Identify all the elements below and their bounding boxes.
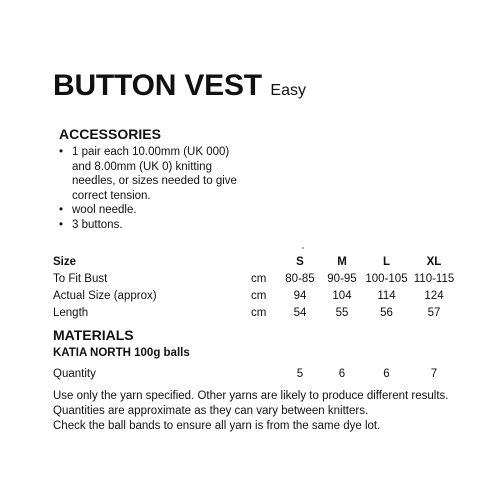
cell-m: 104 (332, 289, 352, 302)
cell-l: 114 (377, 289, 396, 302)
accessories-heading: ACCESSORIES (59, 126, 161, 142)
size-row-actual (53, 287, 458, 304)
cell-s: 54 (293, 306, 307, 319)
row-unit: cm (251, 306, 267, 319)
note-line: Quantities are approximate as they can vary between knitters. (53, 405, 369, 417)
cell-s: 94 (293, 289, 307, 302)
size-table (53, 253, 458, 321)
note-line: Check the ball bands to ensure all yarn is from the same dye lot. (53, 420, 381, 432)
size-header-label: Size (53, 255, 77, 268)
yarn-name: KATIA NORTH 100g balls (53, 347, 190, 359)
size-header-row (53, 253, 458, 270)
cell-s: 80-85 (285, 272, 315, 285)
row-label: Length (53, 306, 89, 319)
pattern-title (53, 71, 306, 101)
size-row-bust (53, 270, 458, 287)
accessory-item-buttons: • 3 buttons. (59, 218, 249, 233)
difficulty-level: Easy (270, 82, 306, 99)
quantity-l: 6 (383, 368, 390, 380)
scan-speck (302, 247, 304, 249)
size-header-s: S (296, 255, 304, 268)
materials-heading: MATERIALS (53, 327, 134, 343)
quantity-row (53, 365, 458, 383)
accessory-item-wool-needle: • wool needle. (59, 203, 249, 218)
row-unit: cm (251, 272, 267, 285)
cell-m: 90-95 (327, 272, 357, 285)
cell-m: 55 (335, 306, 349, 319)
quantity-xl: 7 (430, 368, 438, 380)
cell-xl: 124 (424, 289, 444, 302)
row-unit: cm (251, 289, 267, 302)
yarn-notes (53, 389, 473, 434)
quantity-label: Quantity (53, 368, 96, 380)
cell-xl: 110-115 (413, 272, 455, 285)
row-label: Actual Size (approx) (53, 289, 157, 302)
quantity-table (53, 365, 458, 383)
accessory-item-needles: • 1 pair each 10.00mm (UK 000) and 8.00mm (UK 0) knitting needles, or sizes needed to give correct tension. (59, 145, 249, 203)
size-header-l: L (382, 255, 391, 268)
size-row-length (53, 304, 458, 321)
size-header-unit (251, 253, 279, 270)
size-header-m: M (337, 255, 347, 268)
row-label: To Fit Bust (53, 272, 108, 285)
cell-l: 56 (380, 306, 393, 319)
quantity-m: 6 (338, 368, 346, 380)
cell-xl: 57 (427, 306, 441, 319)
quantity-s: 5 (296, 368, 304, 380)
cell-l: 100-105 (365, 272, 408, 285)
size-header-xl: XL (426, 255, 442, 268)
accessories-list (59, 145, 249, 233)
pattern-name: BUTTON VEST (53, 69, 262, 102)
note-line: Use only the yarn specified. Other yarns are likely to produce different results. (53, 390, 449, 402)
